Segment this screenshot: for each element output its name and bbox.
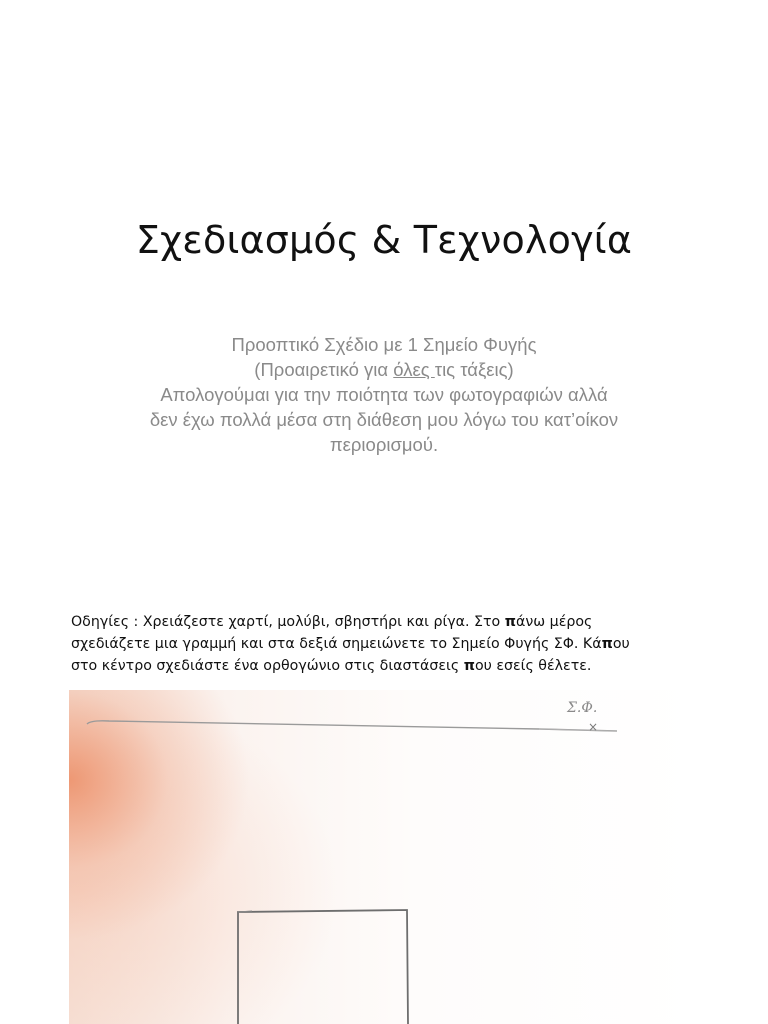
instructions-line-1-b: π — [504, 614, 516, 630]
vanishing-point-label: Σ.Φ. — [567, 700, 598, 716]
paper-photo — [69, 690, 699, 1024]
subtitle-line-4: δεν έχω πολλά μέσα στη διάθεση μου λόγω του κατ’οίκον — [149, 409, 619, 430]
subtitle-line-5: περιορισμού. — [329, 434, 439, 455]
front-rectangle — [238, 910, 408, 1024]
subtitle-line-1: Προοπτικό Σχέδιο με 1 Σημείο Φυγής — [231, 334, 537, 355]
instructions-line-3-a: στο κέντρο σχεδιάστε ένα ορθογώνιο στις διαστάσεις — [71, 658, 464, 674]
instructions-line-2-b: π — [601, 636, 613, 652]
instructions-line-1-a: Οδηγίες : Χρειάζεστε χαρτί, μολύβι, σβηστήρι και ρίγα. Στο — [71, 614, 505, 630]
instructions-line-2-a: σχεδιάζετε μια γραμμή και στα δεξιά σημειώνετε το Σημείο Φυγής ΣΦ. Κά — [71, 636, 602, 652]
instructions-line-3-b: π — [463, 658, 475, 674]
subtitle-underlined-word: όλες — [393, 359, 435, 380]
subtitle-block — [84, 332, 684, 457]
subtitle-line-3: Απολογούμαι για την ποιότητα των φωτογραφιών αλλά — [160, 384, 608, 405]
subtitle-line-2-start: (Προαιρετικό για — [254, 359, 394, 380]
subtitle-line-2 — [84, 357, 684, 382]
slide-title: Σχεδιασμός & Τεχνολογία — [135, 218, 633, 262]
instructions-line-2-c: ου — [612, 636, 630, 652]
instructions-line-3-c: ου εσείς θέλετε. — [474, 658, 592, 674]
instructions-line-3 — [71, 655, 701, 677]
instructions-text — [71, 611, 701, 677]
instructions-line-2 — [71, 633, 701, 655]
pencil-drawing — [69, 690, 699, 1024]
horizon-line — [87, 721, 617, 731]
instructions-line-1 — [71, 611, 701, 633]
subtitle-line-2-end: τις τάξεις) — [434, 359, 514, 380]
instructions-line-1-c: άνω μέρος — [516, 614, 593, 630]
vanishing-point-mark: × — [588, 720, 599, 734]
